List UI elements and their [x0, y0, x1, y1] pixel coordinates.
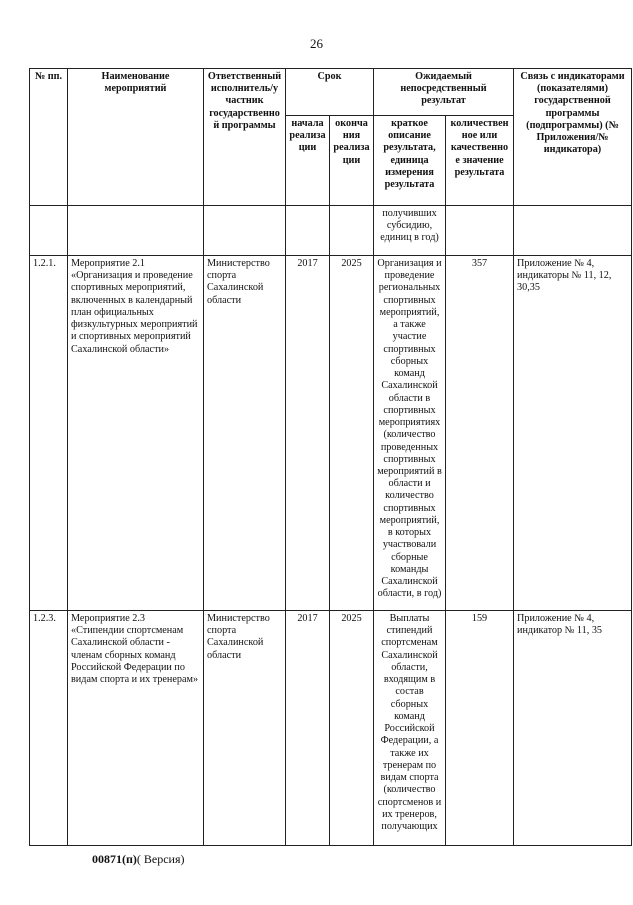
header-responsible: Ответственный исполнитель/у частник государственно й программы	[204, 69, 286, 206]
table-row	[30, 611, 632, 846]
table-row	[30, 256, 632, 611]
header-term-start: начала реализа ции	[286, 116, 330, 206]
result-short-cell: Выплаты стипендий спортсменам Сахалинской области, входящим в состав сборных команд Российской Федерации, а также их тренерам по видам спорта (количество спортсменов и их тренеров, получающих	[374, 611, 446, 846]
header-term-end: оконча ния реализа ции	[330, 116, 374, 206]
document-footer	[92, 852, 185, 867]
events-table	[29, 68, 632, 846]
responsible-executor: Министерство спорта Сахалинской области	[204, 256, 286, 611]
page-number: 26	[310, 36, 323, 51]
header-indicator-link: Связь с индикаторами (показателями) государственной программы (подпрограммы) (№ Приложения/№ индикатора)	[514, 69, 632, 206]
start-year: 2017	[286, 256, 330, 611]
header-result-qty: количествен ное или качественно е значение результата	[446, 116, 514, 206]
event-name: Мероприятие 2.3 «Стипендии спортсменам Сахалинской области - членам сборных команд Российской Федерации по видам спорта и их тренерам»	[68, 611, 204, 846]
row-number: 1.2.3.	[30, 611, 68, 846]
indicator-link-cell: Приложение № 4, индикатор № 11, 35	[514, 611, 632, 846]
header-num: № пп.	[30, 69, 68, 206]
result-short-cell: Организация и проведение региональных спортивных мероприятий, а также участие спортивных сборных команд Сахалинской области в спортивных мероприятиях (количество проведенных спортивных мероприятий в области и количество спортивных мероприятий, в которых участвовали сборные команды Сахалинской области, в год)	[374, 256, 446, 611]
document-version: ( Версия)	[136, 852, 185, 866]
document-code: 00871(п)	[92, 852, 137, 866]
header-expected-result: Ожидаемый непосредственный результат	[374, 69, 514, 116]
result-qty-cell: 357	[446, 256, 514, 611]
indicator-link-cell: Приложение № 4, индикаторы № 11, 12, 30,35	[514, 256, 632, 611]
row-number: 1.2.1.	[30, 256, 68, 611]
result-short-cell: получивших субсидию, единиц в год)	[374, 206, 446, 256]
start-year: 2017	[286, 611, 330, 846]
end-year: 2025	[330, 611, 374, 846]
end-year: 2025	[330, 256, 374, 611]
responsible-executor: Министерство спорта Сахалинской области	[204, 611, 286, 846]
event-name: Мероприятие 2.1 «Организация и проведение спортивных мероприятий, включенных в календарный план официальных физкультурных мероприятий и спортивных мероприятий Сахалинской области»	[68, 256, 204, 611]
header-term: Срок	[286, 69, 374, 116]
header-result-short: краткое описание результата, единица измерения результата	[374, 116, 446, 206]
result-qty-cell: 159	[446, 611, 514, 846]
table-row-continuation	[30, 206, 632, 256]
header-name: Наименование мероприятий	[68, 69, 204, 206]
